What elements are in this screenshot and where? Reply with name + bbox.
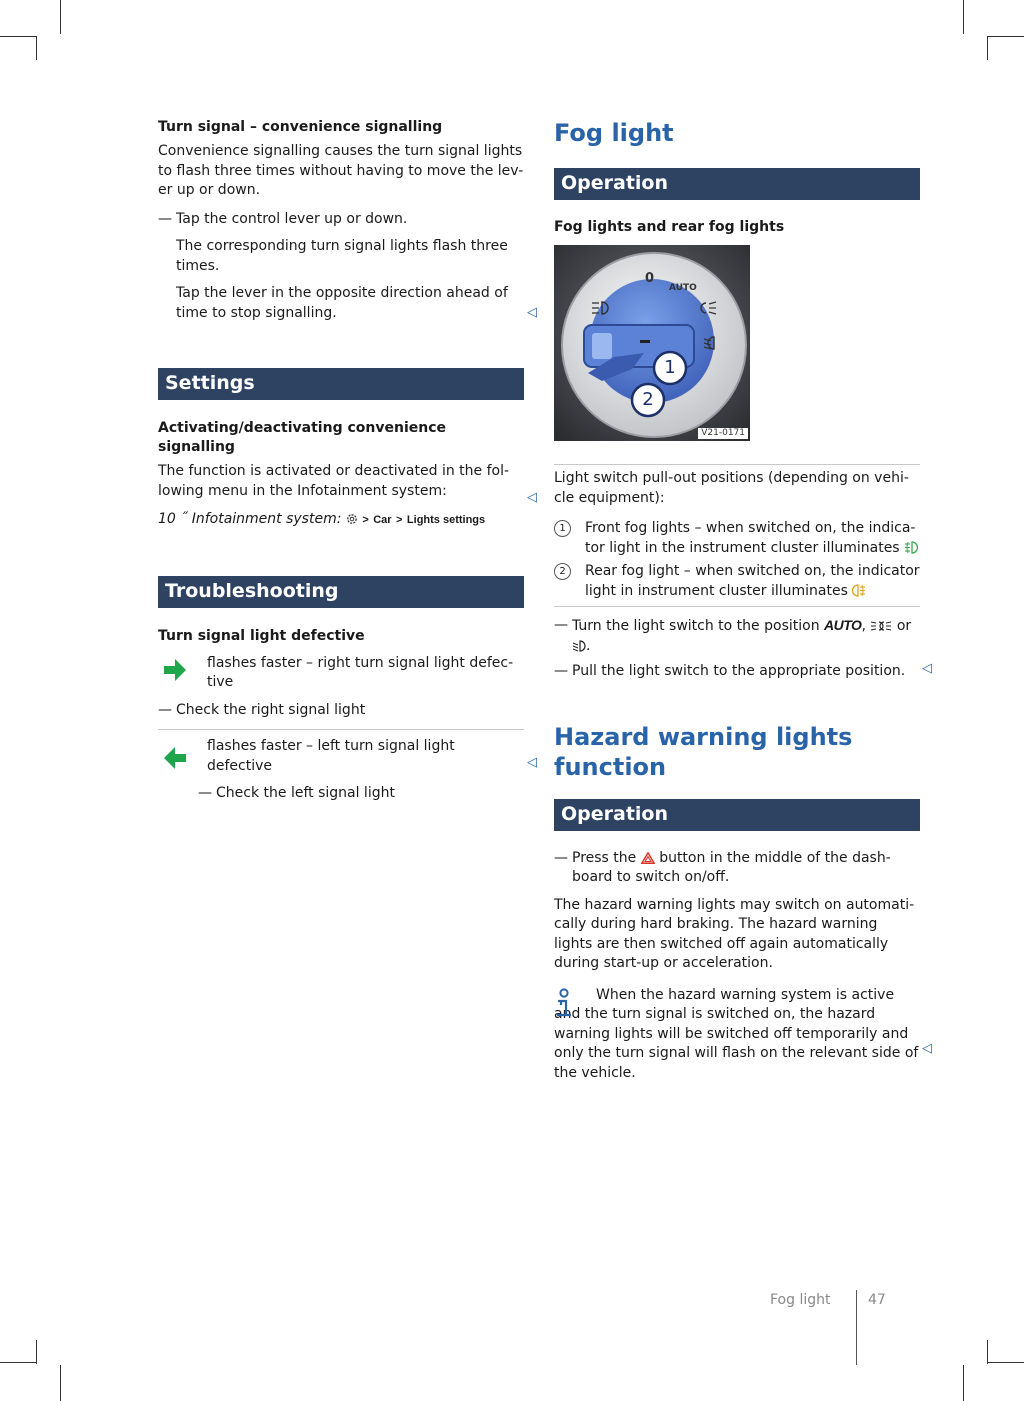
crop-mark	[0, 36, 36, 37]
right-defect-text: flashes faster – right turn signal light defec-tive	[207, 654, 514, 690]
crop-mark	[988, 36, 1024, 37]
hazard-title: Hazard warning lights function	[554, 722, 853, 781]
footer-section-name: Fog light	[770, 1292, 831, 1308]
figure-caption: Light switch pull-out positions (depending on vehi-cle equipment):	[554, 470, 909, 506]
figure-callout-1: 1	[664, 357, 676, 378]
result-stop: Tap the lever in the opposite direction ahead of time to stop signalling.	[176, 285, 508, 321]
result-flash: The corresponding turn signal lights flash three times.	[176, 238, 508, 274]
turn-signal-intro: Convenience signalling causes the turn signal lights to flash three times without having to move the lev-er up or down.	[158, 143, 524, 198]
right-column	[554, 118, 920, 1083]
menu-path-prefix: 10 ˝ Infotainment system:	[158, 511, 342, 527]
figure-code: V21-0171	[698, 428, 748, 439]
right-arrow-icon	[164, 659, 186, 681]
info-note-text: When the hazard warning system is active and the turn signal is switched on, the hazard warning lights will be switched off temporarily and only the turn signal will flash on the relevant side of the vehicle.	[554, 986, 919, 1081]
divider	[554, 464, 920, 465]
right-defect-block	[158, 654, 524, 693]
hazard-step-b: button in the middle of the dash-board to switch on/off.	[572, 849, 891, 885]
fog-light-title: Fog light	[554, 119, 674, 147]
crop-mark	[60, 1365, 61, 1401]
crop-mark	[60, 0, 61, 34]
list-item	[554, 519, 920, 558]
footer-divider	[856, 1290, 857, 1365]
hazard-triangle-icon	[641, 852, 655, 864]
hazard-step-a: Press the	[572, 849, 637, 866]
left-column	[158, 118, 524, 804]
step-turn-auto: AUTO	[824, 617, 862, 633]
left-check-step: — Check the left signal light	[198, 784, 524, 804]
turn-signal-heading: Turn signal – convenience signalling	[158, 119, 443, 135]
info-icon	[554, 988, 574, 1020]
settings-text: The function is activated or deactivated in the fol-lowing menu in the Infotainment system:	[158, 463, 510, 499]
menu-path-lights-settings: Lights settings	[406, 514, 486, 526]
end-of-section-icon: ◁	[922, 1041, 932, 1056]
knob-label-zero: 0	[645, 271, 655, 286]
item-text: Rear fog light – when switched on, the indicator light in instrument cluster illuminates	[585, 563, 920, 599]
step-tap-lever: — Tap the control lever up or down.	[158, 210, 524, 230]
step-turn-text: Turn the light switch to the position	[572, 618, 820, 634]
settings-gear-icon	[346, 513, 358, 525]
menu-path	[158, 510, 524, 531]
crop-mark	[987, 1340, 988, 1364]
rear-fog-light-icon	[852, 584, 866, 597]
end-of-section-icon: ◁	[527, 490, 537, 505]
crop-mark	[36, 1340, 37, 1364]
fog-subheading: Fog lights and rear fog lights	[554, 219, 785, 235]
page-number: 47	[868, 1292, 886, 1308]
parking-light-icon	[870, 620, 892, 632]
defect-subheading: Turn signal light defective	[158, 627, 365, 644]
item-text: Front fog lights – when switched on, the indica-tor light in the instrument cluster illuminates	[585, 520, 916, 556]
front-fog-light-icon	[904, 541, 918, 554]
crop-mark	[987, 36, 988, 60]
crop-mark	[988, 1362, 1024, 1363]
operation-title: Operation	[554, 168, 920, 200]
end-of-section-icon: ◁	[527, 305, 537, 320]
menu-path-separator: >	[362, 514, 369, 526]
end-of-section-icon: ◁	[527, 755, 537, 770]
settings-subheading: Activating/deactivating convenience signalling	[158, 420, 446, 455]
item-number: 2	[554, 563, 571, 580]
info-note	[554, 986, 920, 1084]
low-beam-icon	[572, 640, 586, 652]
figure-callout-2: 2	[642, 389, 654, 410]
item-number: 1	[554, 520, 571, 537]
crop-mark	[963, 1365, 964, 1401]
crop-mark	[963, 0, 964, 34]
left-defect-text: flashes faster – left turn signal light defective	[207, 738, 455, 774]
list-item	[554, 562, 920, 601]
step-turn-switch: — Turn the light switch to the position AUTO, or .	[554, 616, 920, 656]
crop-mark	[36, 36, 37, 60]
step-turn-or: or	[896, 618, 912, 634]
crop-mark	[0, 1362, 36, 1363]
divider	[158, 729, 524, 730]
hazard-paragraph: The hazard warning lights may switch on automati-cally during hard braking. The hazard warning lights are then switched off again automatically during start-up or acceleration.	[554, 896, 915, 971]
end-of-section-icon: ◁	[922, 661, 932, 676]
hazard-operation-title: Operation	[554, 799, 920, 831]
troubleshooting-title: Troubleshooting	[158, 576, 524, 608]
light-switch-figure	[554, 245, 750, 441]
hazard-step	[554, 849, 920, 888]
knob-label-auto: AUTO	[669, 283, 697, 293]
settings-title: Settings	[158, 368, 524, 400]
left-defect-block	[158, 737, 524, 804]
menu-path-car: Car	[373, 514, 392, 526]
divider	[554, 606, 920, 607]
right-check-step: — Check the right signal light	[158, 701, 524, 721]
step-pull-switch: — Pull the light switch to the appropriate position.	[554, 662, 920, 682]
menu-path-separator: >	[396, 514, 403, 526]
left-arrow-icon	[164, 747, 186, 769]
